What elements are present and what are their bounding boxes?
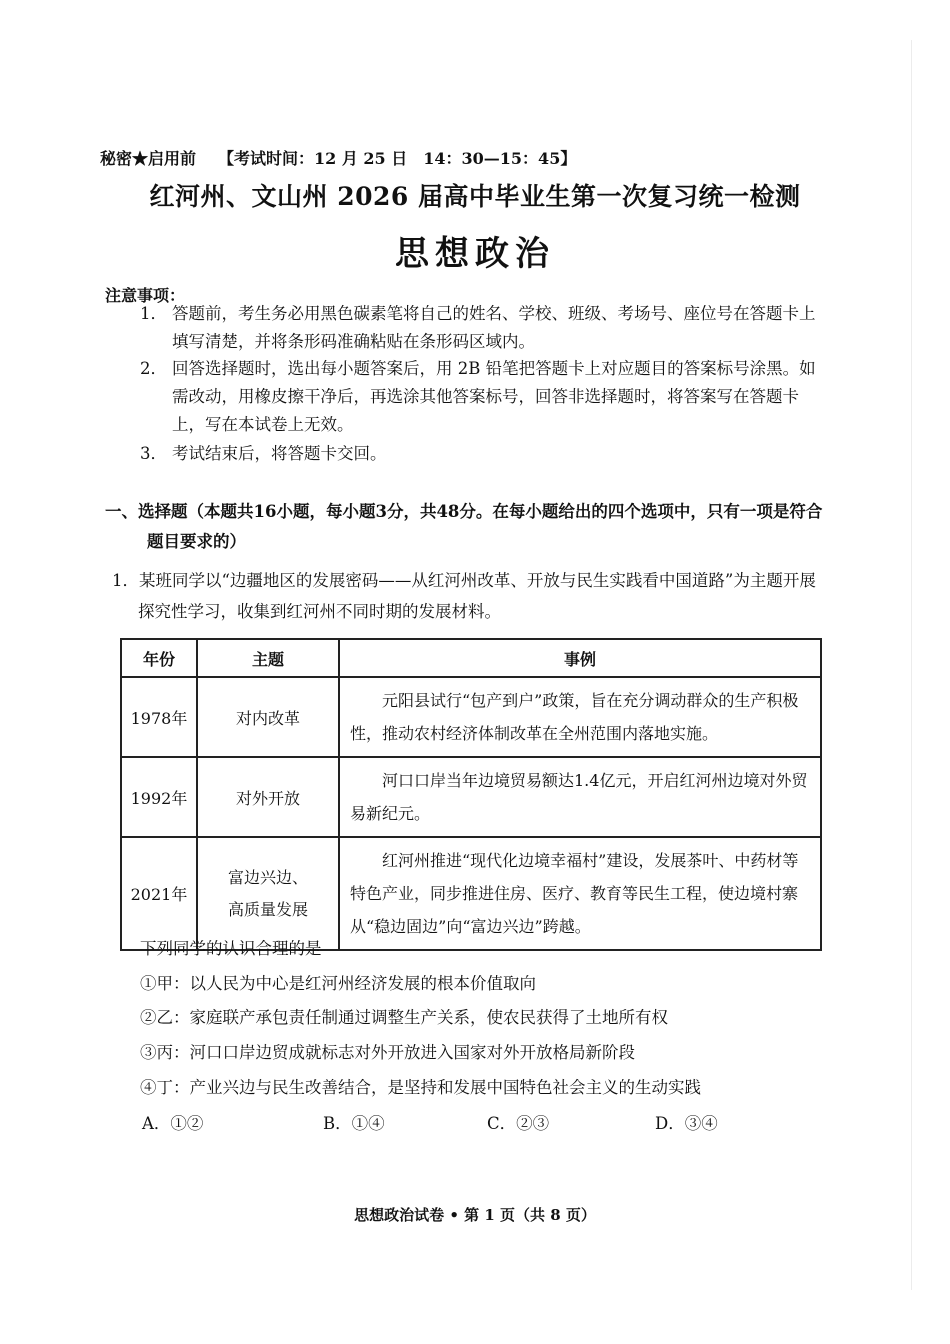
question-1 <box>112 565 832 627</box>
table-row <box>121 837 821 950</box>
notice-text: 回答选择题时，选出每小题答案后，用 2B 铅笔把答题卡上对应题目的答案标号涂黑。如需改动，用橡皮擦干净后，再选涂其他答案标号，回答非选择题时，将答案写在答题卡上，写在本试卷上无效。 <box>172 359 816 434</box>
exam-title: 红河州、文山州 2026 届高中毕业生第一次复习统一检测 <box>149 182 801 211</box>
cell-topic <box>197 837 339 950</box>
cell-year: 1992年 <box>121 757 197 837</box>
cell-topic: 对外开放 <box>197 757 339 837</box>
header-topic: 主题 <box>197 639 339 677</box>
notice-item <box>140 300 830 356</box>
exam-time: 【考试时间：12 月 25 日 14：30—15：45】 <box>218 149 577 168</box>
cell-topic-line: 高质量发展 <box>227 899 308 919</box>
choice-c: C．②③ <box>487 1114 550 1133</box>
header-example: 事例 <box>339 639 821 677</box>
statement-3: ③丙：河口口岸边贸成就标志对外开放进入国家对外开放格局新阶段 <box>140 1043 635 1062</box>
question-1-text: 1．某班同学以“边疆地区的发展密码——从红河州改革、开放与民生实践看中国道路”为主题开展探究性学习，收集到红河州不同时期的发展材料。 <box>112 571 816 621</box>
notice-item <box>140 440 830 468</box>
table-header-row <box>121 639 821 677</box>
section-title: 一、选择题（本题共16小题，每小题3分，共48分。在每小题给出的四个选项中，只有一项是符合题目要求的） <box>105 502 823 551</box>
subject-title: 思想政治 <box>395 234 555 274</box>
header-year: 年份 <box>121 639 197 677</box>
header-line <box>100 146 576 169</box>
cell-example: 河口口岸当年边境贸易额达1.4亿元，开启红河州边境对外贸易新纪元。 <box>339 757 821 837</box>
notice-item <box>140 355 830 439</box>
development-table <box>120 638 822 951</box>
notice-heading: 注意事项： <box>105 286 186 305</box>
cell-example: 红河州推进“现代化边境幸福村”建设，发展茶叶、中药材等特色产业，同步推进住房、医疗、教育等民生工程，使边境村寨从“稳边固边”向“富边兴边”跨越。 <box>339 837 821 950</box>
table-row <box>121 677 821 757</box>
cell-topic-line: 富边兴边、 <box>227 867 308 887</box>
question-stem: 下列同学的认识合理的是 <box>140 939 322 958</box>
cell-example: 元阳县试行“包产到户”政策，旨在充分调动群众的生产积极性，推动农村经济体制改革在全州范围内落地实施。 <box>339 677 821 757</box>
confidential-label: 秘密★启用前 <box>100 149 197 168</box>
cell-year: 1978年 <box>121 677 197 757</box>
choice-d: D．③④ <box>655 1114 718 1133</box>
notice-text: 考试结束后，将答题卡交回。 <box>172 444 387 463</box>
notice-number: 2． <box>140 359 167 378</box>
cell-year: 2021年 <box>121 837 197 950</box>
notice-number: 3． <box>140 444 167 463</box>
notice-text: 答题前，考生务必用黑色碳素笔将自己的姓名、学校、班级、考场号、座位号在答题卡上填写清楚，并将条形码准确粘贴在条形码区域内。 <box>172 304 816 351</box>
table-row <box>121 757 821 837</box>
choice-b: B．①④ <box>323 1114 385 1133</box>
notice-number: 1． <box>140 304 167 323</box>
page-footer: 思想政治试卷 • 第 1 页（共 8 页） <box>354 1206 596 1224</box>
section-heading <box>105 497 835 557</box>
cell-topic: 对内改革 <box>197 677 339 757</box>
choice-a: A．①② <box>142 1114 204 1133</box>
page-edge-shadow <box>911 40 912 1290</box>
statement-2: ②乙：家庭联产承包责任制通过调整生产关系，使农民获得了土地所有权 <box>140 1008 668 1027</box>
statement-1: ①甲：以人民为中心是红河州经济发展的根本价值取向 <box>140 974 536 993</box>
statement-4: ④丁：产业兴边与民生改善结合，是坚持和发展中国特色社会主义的生动实践 <box>140 1078 701 1097</box>
